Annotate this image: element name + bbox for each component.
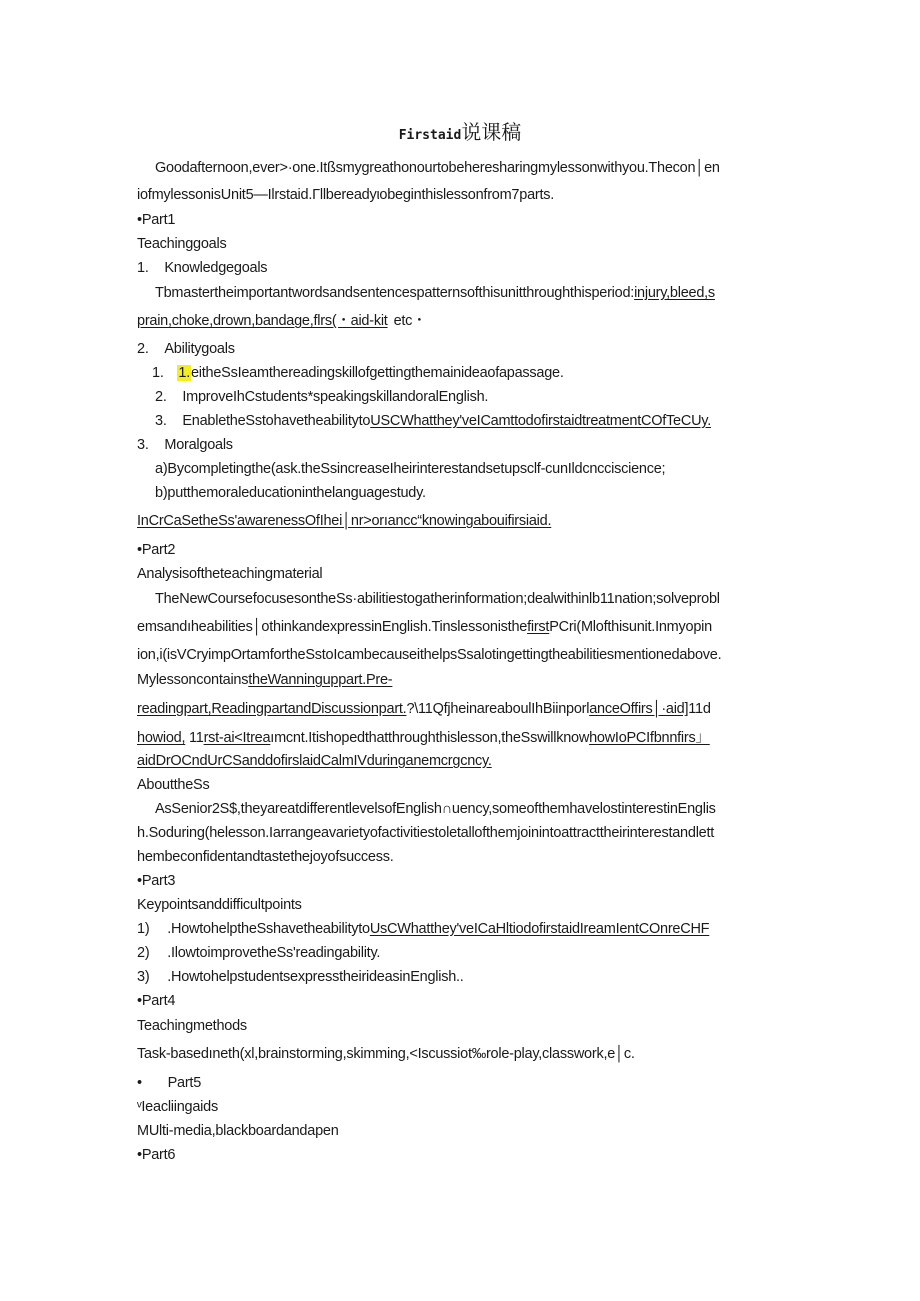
part5-heading: ᵛIeacliingaids	[137, 1099, 218, 1115]
part2-para-line-2	[137, 618, 712, 636]
knowledge-etc: etc・	[393, 313, 427, 329]
part2-para-line-6-a: 11	[185, 730, 204, 746]
ability-goals-heading	[137, 340, 235, 358]
part2-howiod: howiod,	[137, 730, 186, 746]
knowledge-line-2	[137, 312, 426, 330]
part2-para-line-5-mid: IhBiinporl	[531, 701, 590, 717]
part2-para-line-6	[137, 729, 710, 747]
title-latin: Firstaid	[398, 128, 462, 143]
keypoint-1	[137, 920, 709, 938]
part5-label	[137, 1074, 201, 1092]
part4-label: •Part4	[137, 993, 176, 1009]
part2-heading: Analysisoftheteachingmaterial	[137, 566, 323, 582]
about-ss-heading: AbouttheSs	[137, 777, 210, 793]
moral-number: 3.	[137, 437, 149, 453]
part2-importance: anceOffirs│·aid]	[589, 701, 689, 717]
part2-para-line-7: aidDrOCndUrCSanddofirslaidCalmIVduringanemcrgcncy.	[137, 753, 492, 769]
part2-parts-list: readingpart,ReadingpartandDiscussionpart.	[137, 701, 407, 717]
ability-item-3-text: EnabletheSstohavetheabilityto	[182, 413, 371, 429]
part2-warmup: theWanninguppart.Pre-	[248, 672, 393, 688]
knowledge-goals-heading	[137, 259, 267, 277]
ability-item-1-highlight: 1.	[178, 365, 190, 381]
part1-heading: Teachinggoals	[137, 236, 227, 252]
part3-label: •Part3	[137, 873, 176, 889]
knowledge-line-1-text: Tbmastertheimportantwordsandsentencespatternsofthisunitthroughthisperiod:	[155, 285, 635, 301]
knowledge-line-1	[155, 284, 715, 302]
keypoint-3-num: 3)	[137, 969, 150, 985]
part2-para-line-6-b: ımcnt.Itishopedthatthroughthislesson,theSswillknow	[270, 730, 590, 746]
ability-item-2	[155, 388, 488, 406]
part2-howto: howIoPCIfbnnfirs」	[589, 730, 710, 746]
part2-para-line-4-text: Mylessoncontains	[137, 672, 249, 688]
keypoint-3-text: .HowtohelpstudentsexpresstheirideasinEnglish..	[167, 969, 464, 985]
ability-item-1-text: eitheSsIeamthereadingskillofgettingthemainideaofapassage.	[190, 365, 564, 381]
about-ss-line-1: AsSenior2S$,theyareatdifferentlevelsofEnglish∩uency,someofthemhavelostinterestinEnglis	[155, 801, 716, 817]
ability-item-1-num: 1.	[152, 365, 164, 381]
part2-para-line-3: ion,i(isVCryimpOrtamfortheSstoIcambecauseithelpsSsalotingettingtheabilitiesmentionedabove.	[137, 647, 722, 663]
keypoint-3	[137, 968, 464, 986]
part2-para-line-5-end: 11d	[688, 701, 711, 717]
ability-item-2-text: ImproveIhCstudents*speakingskillandoralEnglish.	[182, 389, 489, 405]
about-ss-line-3: hembeconfidentandtastethejoyofsuccess.	[137, 849, 394, 865]
part2-para-line-4	[137, 671, 392, 689]
part2-para-line-5	[137, 700, 711, 718]
about-ss-line-2: h.Soduring(helesson.Iarrangeavarietyofactivitiestoletallofthemjoinintoattracttheirinterestandlett	[137, 825, 715, 841]
part5-label-text: Part5	[167, 1075, 202, 1091]
moral-item-a: a)Bycompletingthe(ask.theSsincreaseIheirinterestandsetupsclf-cunIldcncciscience;	[155, 461, 666, 477]
keypoint-2	[137, 944, 380, 962]
ability-title: Abilitygoals	[164, 341, 235, 357]
part2-para-line-1: TheNewCoursefocusesontheSs·abilitiestogatherinformation;dealwithinlb11nation;solveprobl	[155, 591, 720, 607]
ability-item-3-num: 3.	[155, 413, 167, 429]
part3-heading: Keypointsanddifficultpoints	[137, 897, 302, 913]
part2-first: first	[527, 619, 550, 635]
part4-methods: Task-basedıneth(xl,brainstorming,skimming,<Iscussiot‰role-play,classwork,e│c.	[137, 1046, 635, 1062]
knowledge-number: 1.	[137, 260, 149, 276]
keypoint-1-text: .HowtohelptheSshavetheabilityto	[167, 921, 370, 937]
moral-item-b: b)putthemoraleducationinthelanguagestudy.	[155, 485, 426, 501]
ability-number: 2.	[137, 341, 149, 357]
keypoint-2-text: .IlowtoimprovetheSs'readingability.	[167, 945, 381, 961]
part4-heading: Teachingmethods	[137, 1018, 247, 1034]
knowledge-vocab-2: prain,choke,drown,bandage,flrs(・aid-kit	[137, 313, 388, 329]
part2-para-line-2-text: emsandıheabilities│othinkandexpressinEnglish.Tinslessonisthe	[137, 619, 528, 635]
keypoint-2-num: 2)	[137, 945, 150, 961]
part2-label: •Part2	[137, 542, 176, 558]
ability-item-2-num: 2.	[155, 389, 167, 405]
part2-para-line-2-end: PCri(Mlofthisunit.Inmyopin	[549, 619, 712, 635]
part6-label: •Part6	[137, 1147, 176, 1163]
ability-item-3-underlined: USCWhatthey'veICamttodofirstaidtreatmentCOfTeCUy.	[370, 413, 712, 429]
part2-para-line-5-text: ?\11Qfjheinareaboul	[406, 701, 532, 717]
moral-item-c: InCrCaSetheSs'awarenessOfIhei│nr>orıancc“knowingabouifirsiaid.	[137, 513, 552, 529]
page-title	[0, 116, 920, 145]
part5-bullet: •	[137, 1075, 142, 1091]
moral-title: Moralgoals	[164, 437, 233, 453]
intro-line-1: Goodafternoon,ever>·one.Itßsmygreathonourtobeheresharingmylessonwithyou.Thecon│en	[155, 160, 720, 176]
ability-item-1	[152, 364, 564, 382]
keypoint-1-underlined: UsCWhatthey'veICaHltiodofirstaidIreamIentCOnreCHF	[369, 921, 710, 937]
knowledge-title: Knowledgegoals	[164, 260, 268, 276]
part1-label: •Part1	[137, 212, 176, 228]
intro-line-2: iofmylessonisUnit5—Ilrstaid.Γllbereadyιobeginthislessonfrom7parts.	[137, 187, 555, 203]
knowledge-vocab-1: injury,bleed,s	[634, 285, 715, 301]
title-chinese: 说课稿	[461, 120, 522, 144]
ability-item-3	[155, 412, 711, 430]
part5-aids: MUlti-media,blackboardandapen	[137, 1123, 339, 1139]
part2-treatment: rst-ai<Itrea	[203, 730, 271, 746]
keypoint-1-num: 1)	[137, 921, 150, 937]
moral-goals-heading	[137, 436, 233, 454]
